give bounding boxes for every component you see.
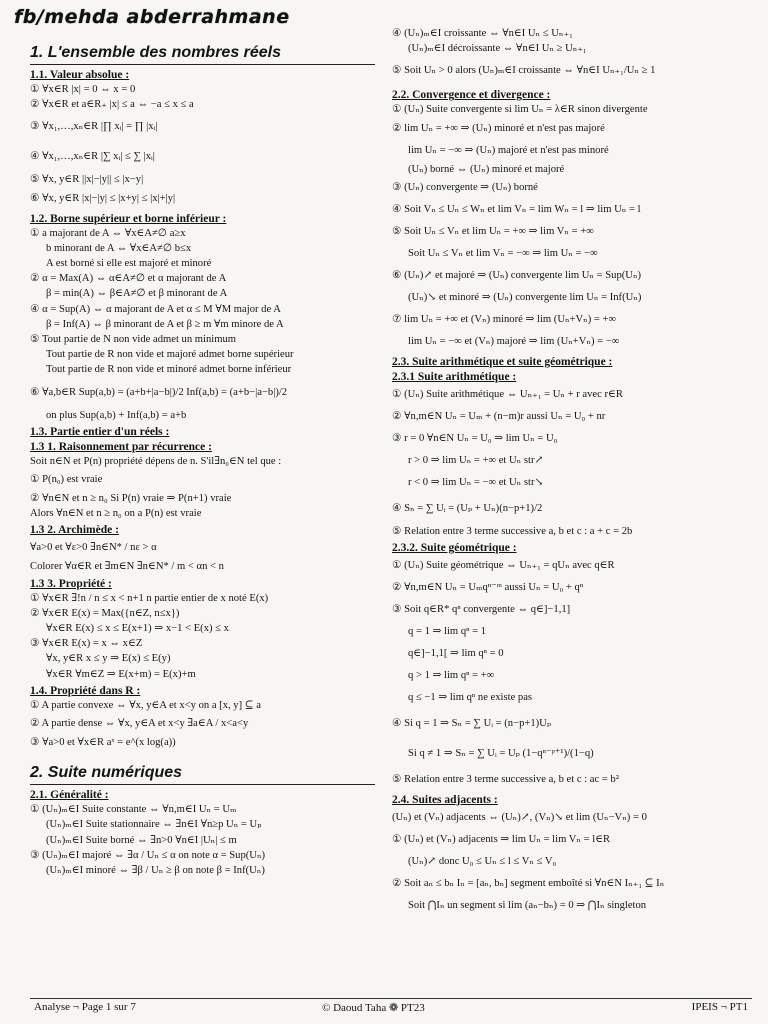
text-line: ③ ∀x₁,…,xₙ∈R |∏ xᵢ| = ∏ |xᵢ| [30,121,158,133]
text-line: on plus Sup(a,b) + Inf(a,b) = a+b [46,409,187,421]
page-footer [30,998,752,1017]
text-line: ⑥ ∀a,b∈R Sup(a,b) = (a+b+|a−b|)/2 Inf(a,b) = (a+b−|a−b|)/2 [30,386,288,398]
text-line: ③ ∀a>0 et ∀x∈R aˣ = e^(x log(a)) [30,737,176,749]
text-line: q∈]−1,1[ ⇒ lim qⁿ = 0 [408,648,504,660]
text-line: ④ ∀x₁,…,xₙ∈R |∑ xᵢ| ≤ ∑ |xᵢ| [30,151,155,163]
text-line: ② ∀n∈N et n ≥ n₀ Si P(n) vraie ⇒ P(n+1) vraie [30,493,232,505]
text-line: ② Soit aₙ ≤ bₙ Iₙ = [aₙ, bₙ] segment emboîté si ∀n∈N Iₙ₊₁ ⊆ Iₙ [392,878,665,890]
text-line: ∀x∈R ∀m∈Z ⇒ E(x+m) = E(x)+m [46,668,196,680]
text-line: ② ∀n,m∈N Uₙ = Uₘqⁿ⁻ᵐ aussi Uₙ = U₀ + qⁿ [392,582,584,594]
subsection-title: 1.4. Propriété dans R : [30,684,141,697]
text-line: ⑤ Relation entre 3 terme successive a, b et c : a + c = 2b [392,525,633,537]
left-column [30,42,375,878]
text-line: β = Inf(A) ⇔ β minorant de A et β ≥ m ∀m minore de A [46,318,284,330]
text-line: ① (Uₙ) Suite arithmétique ⇔ Uₙ₊₁ = Uₙ + r avec r∈R [392,388,623,400]
text-line: lim Uₙ = −∞ ⇒ (Uₙ) majoré et n'est pas minoré [408,144,609,156]
text-line: ∀a>0 et ∀ε>0 ∃n∈N* / nε > α [30,542,157,554]
text-line: ④ Sₙ = ∑ Uᵢ = (Uₚ + Uₙ)(n−p+1)/2 [392,502,543,514]
subsection-title: 1.3 1. Raisonnement par récurrence : [30,440,212,453]
text-line: ① ∀x∈R ∃!n / n ≤ x < n+1 n partie entier de x noté E(x) [30,592,269,604]
text-line: (Uₙ)↘ et minoré ⇒ (Uₙ) convergente lim Uₙ = Inf(Uₙ) [408,291,642,303]
subsection-title: 2.2. Convergence et divergence : [392,89,551,102]
section-title: 2. Suite numériques [30,764,375,785]
text-line: ④ (Uₙ)ₘ∈I croissante ⇔ ∀n∈I Uₙ ≤ Uₙ₊₁ [392,28,573,39]
text-line: Soit ⋂Iₙ un segment si lim (aₙ−bₙ) = 0 ⇒ ⋂Iₙ singleton [408,900,647,912]
text-line: ① (Uₙ) Suite convergente si lim Uₙ = λ∈R sinon divergente [392,104,648,116]
text-line: ⑤ Soit Uₙ ≤ Vₙ et lim Uₙ = +∞ ⇒ lim Vₙ = +∞ [392,225,594,237]
text-line: A est borné si elle est majoré et minoré [46,258,212,270]
text-line: (Uₙ) et (Vₙ) adjacents ⇔ (Uₙ)↗, (Vₙ)↘ et lim (Uₙ−Vₙ) = 0 [392,812,647,824]
text-line: ① ∀x∈R |x| = 0 ⇔ x = 0 [30,84,136,95]
text-line: ④ Soit Vₙ ≤ Uₙ ≤ Wₙ et lim Vₙ = lim Wₙ = l ⇒ lim Uₙ = l [392,203,641,215]
text-line: ⑦ lim Uₙ = +∞ et (Vₙ) minoré ⇒ lim (Uₙ+Vₙ) = +∞ [392,313,617,325]
subsection-title: 2.4. Suites adjacents : [392,794,498,807]
text-line: ③ (Uₙ) convergente ⇒ (Uₙ) borné [392,181,538,193]
right-column [392,26,752,917]
text-line: Tout partie de R non vide et majoré admet borne supérieur [46,349,294,361]
text-line: ② ∀x∈R et a∈R₊ |x| ≤ a ⇔ −a ≤ x ≤ a [30,99,194,111]
section-title: 1. L'ensemble des nombres réels [30,44,375,65]
text-line: ⑥ (Uₙ)↗ et majoré ⇒ (Uₙ) convergente lim Uₙ = Sup(Uₙ) [392,269,642,281]
text-line: (Uₙ)ₘ∈I décroissante ⇔ ∀n∈I Uₙ ≥ Uₙ₊₁ [408,43,587,55]
text-line: b minorant de A ⇔ ∀x∈A≠∅ b≤x [46,242,192,254]
text-line: q ≤ −1 ⇒ lim qⁿ ne existe pas [408,692,533,704]
text-line: ② lim Uₙ = +∞ ⇒ (Uₙ) minoré et n'est pas majoré [392,122,605,134]
text-line: r < 0 ⇒ lim Uₙ = −∞ et Uₙ str↘ [408,476,544,488]
text-line: ∀x, y∈R x ≤ y ⇒ E(x) ≤ E(y) [46,653,171,665]
subsection-title: 1.1. Valeur absolue : [30,69,130,81]
footer-right: IPEIS ¬ PT1 [691,1001,748,1013]
text-line: β = min(A) ⇔ β∈A≠∅ et β minorant de A [46,288,228,300]
text-line: ① (Uₙ) Suite géométrique ⇔ Uₙ₊₁ = qUₙ avec q∈R [392,560,615,572]
text-line: ② ∀n,m∈N Uₙ = Uₘ + (n−m)r aussi Uₙ = U₀ + nr [392,410,606,422]
text-line: ② ∀x∈R E(x) = Max({n∈Z, n≤x}) [30,607,180,619]
text-line: ③ r = 0 ∀n∈N Uₙ = U₀ ⇒ lim Uₙ = U₀ [392,432,558,444]
text-line: ⑤ ∀x, y∈R ||x|−|y|| ≤ |x−y| [30,174,144,186]
text-line: Alors ∀n∈N et n ≥ n₀ on a P(n) est vraie [30,508,202,520]
text-line: ① (Uₙ)ₘ∈I Suite constante ⇔ ∀n,m∈I Uₙ = Uₘ [30,804,237,816]
text-line: ⑤ Tout partie de N non vide admet un minimum [30,334,236,346]
text-line: ④ α = Sup(A) ⇔ α majorant de A et α ≤ M ∀M major de A [30,303,281,315]
text-line: ① P(n₀) est vraie [30,474,103,486]
text-line: (Uₙ)↗ donc U₀ ≤ Uₙ ≤ l ≤ Vₙ ≤ V₀ [408,856,557,868]
text-line: r > 0 ⇒ lim Uₙ = +∞ et Uₙ str↗ [408,454,544,466]
text-line: ① A partie convexe ⇔ ∀x, y∈A et x<y on a [x, y] ⊆ a [30,699,261,711]
text-line: (Uₙ)ₘ∈I Suite stationnaire ⇔ ∃n∈I ∀n≥p Uₙ = Uₚ [46,819,262,831]
subsection-title: 1.3 3. Propriété : [30,577,112,590]
subsection-title: 1.2. Borne supérieur et borne inférieur : [30,212,227,225]
text-line: ∀x∈R E(x) ≤ x ≤ E(x+1) ⇒ x−1 < E(x) ≤ x [46,623,229,635]
text-line: q = 1 ⇒ lim qⁿ = 1 [408,626,487,638]
text-line: ② α = Max(A) ⇔ α∈A≠∅ et α majorant de A [30,273,227,285]
banner: fb/mehda abderrahmane [14,6,290,28]
subsection-title: 2.3.1 Suite arithmétique : [392,370,517,383]
text-line: ③ Soit q∈R* qⁿ convergente ⇔ q∈]−1,1] [392,604,571,616]
subsection-title: 1.3 2. Archimède : [30,524,119,537]
subsection-title: 2.3. Suite arithmétique et suite géométrique : [392,355,613,368]
text-line: ① (Uₙ) et (Vₙ) adjacents ⇒ lim Uₙ = lim Vₙ = l∈R [392,834,611,846]
text-line: ③ ∀x∈R E(x) = x ⇔ x∈Z [30,638,143,650]
text-line: (Uₙ)ₘ∈I Suite borné ⇔ ∃n>0 ∀n∈I |Uₙ| ≤ m [46,834,237,846]
text-line: Si q ≠ 1 ⇒ Sₙ = ∑ Uᵢ = Uₚ (1−qⁿ⁻ᵖ⁺¹)/(1−q) [408,748,594,760]
text-line: ⑤ Soit Uₙ > 0 alors (Uₙ)ₘ∈I croissante ⇔ ∀n∈I Uₙ₊₁/Uₙ ≥ 1 [392,65,656,77]
text-line: ② A partie dense ⇔ ∀x, y∈A et x<y ∃a∈A / x<a<y [30,718,249,730]
text-line: lim Uₙ = −∞ et (Vₙ) majoré ⇒ lim (Uₙ+Vₙ) = −∞ [408,335,620,347]
footer-center: © Daoud Taha ❁ PT23 [322,1002,425,1014]
text-line: ① a majorant de A ⇔ ∀x∈A≠∅ a≥x [30,227,186,239]
text-line: ⑤ Relation entre 3 terme successive a, b et c : ac = b² [392,774,619,786]
text-line: (Uₙ) borné ⇔ (Uₙ) minoré et majoré [408,163,565,175]
text-line: Colorer ∀α∈R et ∃m∈N ∃n∈N* / m < αn < n [30,561,224,573]
subsection-title: 2.3.2. Suite géométrique : [392,542,517,555]
text-line: Tout partie de R non vide et minoré admet borne inférieur [46,364,292,376]
text-line: ④ Si q = 1 ⇒ Sₙ = ∑ Uᵢ = (n−p+1)Uₚ [392,718,552,730]
text-line: (Uₙ)ₘ∈I minoré ⇔ ∃β / Uₙ ≥ β on note β = Inf(Uₙ) [46,865,265,877]
subsection-title: 1.3. Partie entier d'un réels : [30,425,170,438]
text-line: Soit Uₙ ≤ Vₙ et lim Vₙ = −∞ ⇒ lim Uₙ = −∞ [408,247,598,259]
text-line: ⑥ ∀x, y∈R |x|−|y| ≤ |x+y| ≤ |x|+|y| [30,192,176,204]
text-line: ③ (Uₙ)ₘ∈I majoré ⇔ ∃α / Uₙ ≤ α on note α = Sup(Uₙ) [30,849,266,861]
text-line: q > 1 ⇒ lim qⁿ = +∞ [408,670,495,682]
text-line: Soit n∈N et P(n) propriété dépens de n. S'il∃n₀∈N tel que : [30,455,282,467]
footer-left: Analyse ¬ Page 1 sur 7 [34,1001,136,1013]
subsection-title: 2.1. Généralité : [30,789,109,802]
